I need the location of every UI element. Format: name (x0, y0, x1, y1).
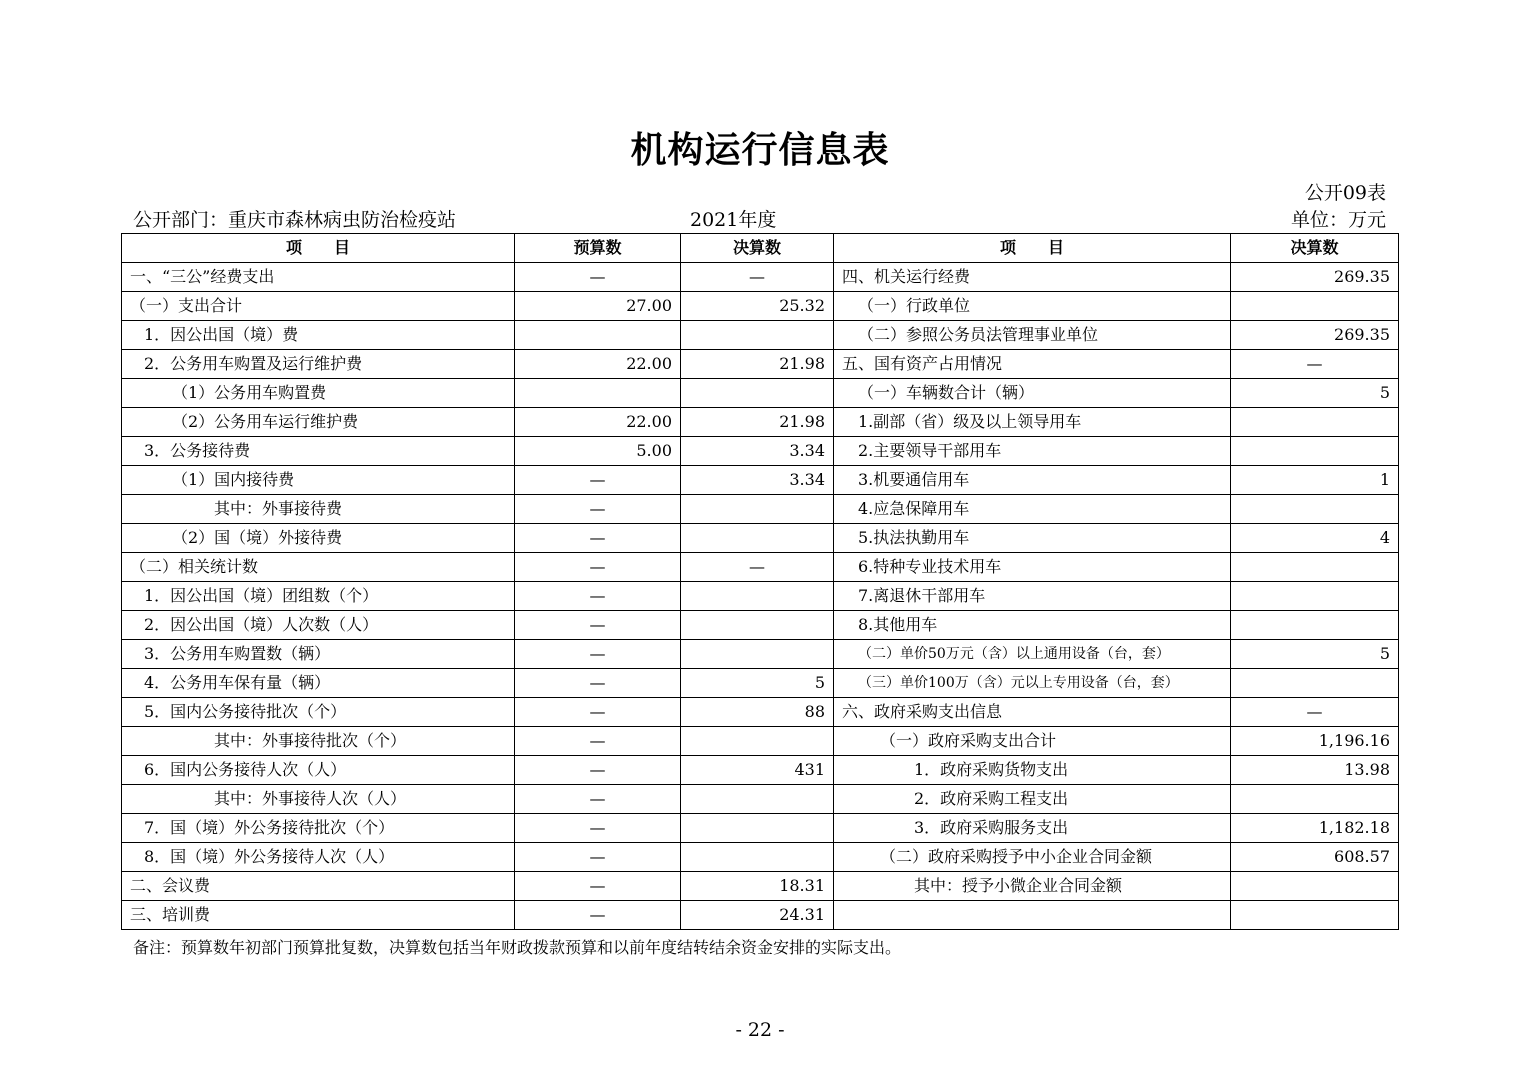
actual-value: 3.34 (681, 466, 834, 495)
actual-value-right (1231, 495, 1399, 524)
item-label-right: 四、机关运行经费 (834, 263, 1231, 292)
item-label-right: （一）行政单位 (834, 292, 1231, 321)
item-label-right: （二）政府采购授予中小企业合同金额 (834, 843, 1231, 872)
table-row (122, 437, 1399, 466)
budget-value: — (515, 698, 681, 727)
item-label-right: 1.副部（省）级及以上领导用车 (834, 408, 1231, 437)
budget-value: — (515, 872, 681, 901)
item-label-right: 2．政府采购工程支出 (834, 785, 1231, 814)
table-row (122, 901, 1399, 930)
item-label: 其中：外事接待人次（人） (122, 785, 515, 814)
item-label-right: （一）车辆数合计（辆） (834, 379, 1231, 408)
item-label: 1．因公出国（境）团组数（个） (122, 582, 515, 611)
table-row (122, 640, 1399, 669)
table-row (122, 814, 1399, 843)
actual-value: 18.31 (681, 872, 834, 901)
actual-value-right (1231, 872, 1399, 901)
item-label-right: 其中：授予小微企业合同金额 (834, 872, 1231, 901)
actual-value: 21.98 (681, 408, 834, 437)
item-label-right: 五、国有资产占用情况 (834, 350, 1231, 379)
table-row (122, 727, 1399, 756)
item-label-right: 3．政府采购服务支出 (834, 814, 1231, 843)
budget-value: — (515, 553, 681, 582)
item-label: 2．公务用车购置及运行维护费 (122, 350, 515, 379)
header-actual: 决算数 (681, 234, 834, 263)
actual-value: 21.98 (681, 350, 834, 379)
budget-value: — (515, 727, 681, 756)
actual-value: 431 (681, 756, 834, 785)
item-label-right: （二）单价50万元（含）以上通用设备（台，套） (834, 640, 1231, 669)
item-label: 1．因公出国（境）费 (122, 321, 515, 350)
actual-value-right: 4 (1231, 524, 1399, 553)
table-row (122, 292, 1399, 321)
actual-value-right: 13.98 (1231, 756, 1399, 785)
item-label: 7．国（境）外公务接待批次（个） (122, 814, 515, 843)
actual-value-right: 5 (1231, 379, 1399, 408)
actual-value-right: 1 (1231, 466, 1399, 495)
actual-value: — (681, 553, 834, 582)
budget-value: — (515, 524, 681, 553)
item-label: （1）国内接待费 (122, 466, 515, 495)
actual-value-right (1231, 292, 1399, 321)
item-label-right: 6.特种专业技术用车 (834, 553, 1231, 582)
table-row (122, 553, 1399, 582)
table-row (122, 524, 1399, 553)
budget-value: — (515, 495, 681, 524)
operation-info-table (121, 233, 1399, 930)
budget-value: — (515, 785, 681, 814)
table-row (122, 611, 1399, 640)
actual-value-right (1231, 582, 1399, 611)
item-label-right: 5.执法执勤用车 (834, 524, 1231, 553)
item-label-right: 4.应急保障用车 (834, 495, 1231, 524)
actual-value (681, 843, 834, 872)
header-item-right: 项 目 (834, 234, 1231, 263)
budget-value (515, 321, 681, 350)
actual-value-right (1231, 408, 1399, 437)
actual-value-right: — (1231, 350, 1399, 379)
item-label: 三、培训费 (122, 901, 515, 930)
page-number: - 22 - (735, 1019, 785, 1041)
item-label-right: 8.其他用车 (834, 611, 1231, 640)
budget-value: 27.00 (515, 292, 681, 321)
header-item: 项 目 (122, 234, 515, 263)
table-row (122, 379, 1399, 408)
item-label: 其中：外事接待费 (122, 495, 515, 524)
actual-value-right: 269.35 (1231, 321, 1399, 350)
actual-value (681, 611, 834, 640)
budget-value: — (515, 466, 681, 495)
actual-value (681, 379, 834, 408)
item-label: 8．国（境）外公务接待人次（人） (122, 843, 515, 872)
actual-value (681, 814, 834, 843)
item-label: （2）公务用车运行维护费 (122, 408, 515, 437)
item-label: 二、会议费 (122, 872, 515, 901)
table-row (122, 582, 1399, 611)
table-row (122, 698, 1399, 727)
budget-value: 22.00 (515, 350, 681, 379)
actual-value: 24.31 (681, 901, 834, 930)
item-label: 6．国内公务接待人次（人） (122, 756, 515, 785)
department-label: 公开部门：重庆市森林病虫防治检疫站 (133, 209, 457, 231)
budget-value: — (515, 901, 681, 930)
item-label-right: 六、政府采购支出信息 (834, 698, 1231, 727)
table-row (122, 843, 1399, 872)
actual-value-right (1231, 611, 1399, 640)
item-label: 4．公务用车保有量（辆） (122, 669, 515, 698)
item-label: 5．国内公务接待批次（个） (122, 698, 515, 727)
item-label-right: （三）单价100万（含）元以上专用设备（台，套） (834, 669, 1231, 698)
budget-value: — (515, 814, 681, 843)
table-row (122, 495, 1399, 524)
actual-value-right: 5 (1231, 640, 1399, 669)
actual-value: — (681, 263, 834, 292)
header-actual-right: 决算数 (1231, 234, 1399, 263)
table-note: 备注：预算数年初部门预算批复数，决算数包括当年财政拨款预算和以前年度结转结余资金安排的实际支出。 (133, 938, 902, 957)
budget-value: 22.00 (515, 408, 681, 437)
actual-value: 88 (681, 698, 834, 727)
actual-value: 5 (681, 669, 834, 698)
item-label: （一）支出合计 (122, 292, 515, 321)
budget-value: — (515, 582, 681, 611)
table-row (122, 872, 1399, 901)
actual-value (681, 582, 834, 611)
table-row (122, 785, 1399, 814)
table-row (122, 408, 1399, 437)
actual-value: 3.34 (681, 437, 834, 466)
budget-value: — (515, 611, 681, 640)
actual-value-right: — (1231, 698, 1399, 727)
table-header-row (122, 234, 1399, 263)
table-row (122, 321, 1399, 350)
item-label: 3．公务用车购置数（辆） (122, 640, 515, 669)
actual-value (681, 495, 834, 524)
fiscal-year: 2021年度 (690, 209, 777, 231)
budget-value: — (515, 263, 681, 292)
item-label: 一、“三公”经费支出 (122, 263, 515, 292)
actual-value: 25.32 (681, 292, 834, 321)
actual-value (681, 321, 834, 350)
item-label-right: 7.离退休干部用车 (834, 582, 1231, 611)
actual-value-right: 1,182.18 (1231, 814, 1399, 843)
item-label-right: （一）政府采购支出合计 (834, 727, 1231, 756)
item-label-right (834, 901, 1231, 930)
actual-value-right (1231, 669, 1399, 698)
actual-value-right (1231, 553, 1399, 582)
actual-value-right: 1,196.16 (1231, 727, 1399, 756)
actual-value (681, 727, 834, 756)
item-label-right: 3.机要通信用车 (834, 466, 1231, 495)
budget-value: — (515, 843, 681, 872)
actual-value (681, 785, 834, 814)
item-label: 其中：外事接待批次（个） (122, 727, 515, 756)
table-row (122, 263, 1399, 292)
table-row (122, 466, 1399, 495)
unit-label: 单位：万元 (1290, 209, 1386, 231)
budget-value: — (515, 640, 681, 669)
actual-value-right: 608.57 (1231, 843, 1399, 872)
item-label: （2）国（境）外接待费 (122, 524, 515, 553)
actual-value (681, 640, 834, 669)
budget-value (515, 379, 681, 408)
budget-value: 5.00 (515, 437, 681, 466)
item-label-right: （二）参照公务员法管理事业单位 (834, 321, 1231, 350)
item-label: （二）相关统计数 (122, 553, 515, 582)
table-row (122, 756, 1399, 785)
item-label-right: 2.主要领导干部用车 (834, 437, 1231, 466)
actual-value-right (1231, 785, 1399, 814)
table-row (122, 669, 1399, 698)
page-title: 机构运行信息表 (630, 130, 890, 171)
actual-value-right (1231, 437, 1399, 466)
budget-value: — (515, 756, 681, 785)
item-label: 2．因公出国（境）人次数（人） (122, 611, 515, 640)
item-label: 3．公务接待费 (122, 437, 515, 466)
header-budget: 预算数 (515, 234, 681, 263)
actual-value-right (1231, 901, 1399, 930)
item-label: （1）公务用车购置费 (122, 379, 515, 408)
budget-value: — (515, 669, 681, 698)
table-row (122, 350, 1399, 379)
actual-value-right: 269.35 (1231, 263, 1399, 292)
item-label-right: 1．政府采购货物支出 (834, 756, 1231, 785)
actual-value (681, 524, 834, 553)
form-number: 公开09表 (1304, 182, 1386, 204)
